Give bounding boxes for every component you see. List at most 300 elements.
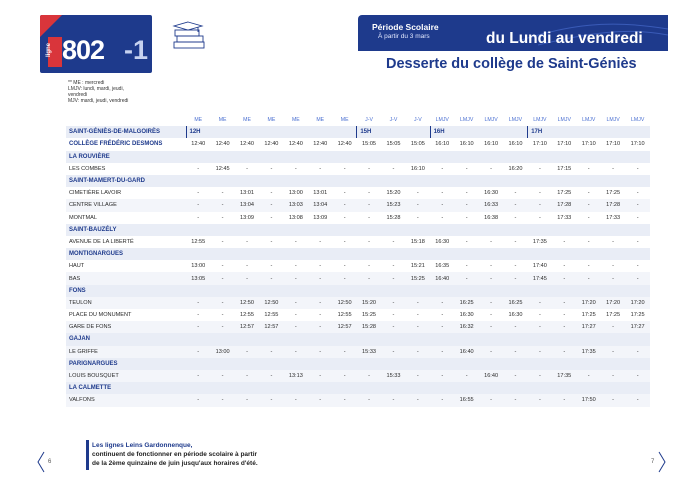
time-cell: 12:57 (259, 321, 283, 333)
day-code: ME (340, 117, 349, 124)
time-cell: 15:28 (357, 321, 381, 333)
time-cell: 16:40 (430, 272, 454, 284)
time-cell: - (430, 199, 454, 211)
time-cell: 17:25 (606, 190, 621, 197)
time-cell: - (528, 199, 552, 211)
time-cell: - (514, 238, 517, 245)
day-code: J-V (365, 117, 373, 124)
time-cell: 12:55 (240, 312, 255, 319)
empty-cell (381, 248, 405, 260)
stop-row (66, 138, 650, 150)
stop-row (66, 321, 650, 333)
time-cell: - (210, 321, 234, 333)
time-cell: - (503, 272, 527, 284)
empty-cell (259, 285, 283, 297)
empty-cell (235, 151, 259, 163)
time-cell: - (465, 190, 468, 197)
commune-row (66, 285, 650, 297)
empty-cell (259, 248, 283, 260)
time-cell: 13:13 (284, 370, 308, 382)
time-cell: 13:09 (240, 214, 255, 221)
time-cell: - (259, 346, 283, 358)
time-cell: - (625, 394, 650, 406)
stop-row (66, 370, 650, 382)
stop-name: PLACE DU MONUMENT (69, 312, 132, 319)
time-cell: 17:25 (606, 312, 621, 319)
empty-cell (308, 285, 332, 297)
time-cell: - (601, 394, 625, 406)
footer-note (92, 441, 258, 468)
time-cell: - (308, 321, 332, 333)
empty-cell (454, 333, 478, 345)
time-cell: - (259, 394, 283, 406)
time-cell: - (538, 312, 541, 319)
time-cell: 16:32 (454, 321, 478, 333)
empty-cell (430, 333, 454, 345)
time-cell: - (221, 312, 224, 319)
empty-cell (503, 382, 527, 394)
empty-cell (528, 175, 552, 187)
empty-cell (186, 358, 210, 370)
time-cell: 16:33 (479, 199, 503, 211)
time-cell: - (270, 263, 273, 270)
commune-row (66, 248, 650, 260)
stop-name: LOUIS BOUSQUET (66, 370, 186, 382)
empty-cell (284, 248, 308, 260)
empty-cell (454, 224, 478, 236)
hour-marker: 12H (186, 126, 210, 138)
empty-cell (186, 248, 210, 260)
commune-row (66, 224, 650, 236)
empty-cell (332, 175, 356, 187)
empty-cell (577, 382, 601, 394)
time-cell: - (332, 199, 356, 211)
day-code: LMJV (484, 117, 498, 124)
time-cell: - (368, 238, 370, 245)
empty-cell (528, 358, 552, 370)
empty-cell (259, 382, 283, 394)
time-cell: - (381, 394, 405, 406)
empty-cell (381, 151, 405, 163)
time-cell: - (221, 214, 224, 221)
empty-cell (259, 126, 283, 138)
time-cell: - (416, 214, 419, 221)
empty-cell (235, 333, 259, 345)
stop-name: VALFONS (66, 394, 186, 406)
empty-cell (552, 151, 576, 163)
time-cell: 13:00 (191, 263, 206, 270)
time-cell: - (357, 199, 381, 211)
empty-cell (357, 175, 381, 187)
page-number-right: 7 (651, 459, 655, 465)
time-cell: 17:20 (577, 297, 601, 309)
time-cell: - (563, 312, 566, 319)
empty-cell (454, 126, 478, 138)
since-label: À partir du 3 mars (378, 33, 430, 40)
empty-cell (503, 358, 527, 370)
time-cell: - (514, 263, 517, 270)
empty-cell (577, 175, 601, 187)
time-cell: 12:50 (332, 297, 356, 309)
empty-cell (332, 333, 356, 345)
time-cell: 16:20 (508, 165, 523, 172)
empty-cell (357, 333, 381, 345)
time-cell: - (392, 263, 395, 270)
time-cell: - (490, 312, 493, 319)
empty-cell (332, 285, 356, 297)
time-cell: - (235, 346, 259, 358)
time-cell: 17:35 (552, 370, 576, 382)
empty-cell (235, 382, 259, 394)
time-cell: 15:28 (386, 214, 401, 221)
empty-cell (308, 333, 332, 345)
time-cell: 15:05 (386, 141, 401, 148)
time-cell: 15:05 (410, 141, 425, 148)
time-cell: - (503, 346, 527, 358)
time-cell: - (246, 238, 248, 245)
time-cell: - (538, 190, 541, 197)
empty-cell (577, 126, 601, 138)
time-cell: - (441, 312, 444, 319)
time-cell: 15:20 (386, 190, 401, 197)
legend-line: MJV: mardi, jeudi, vendredi (68, 98, 129, 104)
empty-cell (503, 248, 527, 260)
time-cell: 16:10 (435, 141, 450, 148)
empty-cell (430, 151, 454, 163)
time-cell: 16:40 (454, 346, 478, 358)
empty-cell (430, 285, 454, 297)
empty-cell (625, 126, 650, 138)
time-cell: - (308, 394, 332, 406)
time-cell: 16:40 (479, 370, 503, 382)
day-code: LMJV (606, 117, 620, 124)
empty-cell (601, 175, 625, 187)
time-cell: - (235, 370, 259, 382)
time-cell: - (186, 199, 210, 211)
empty-cell (284, 358, 308, 370)
empty-cell (332, 382, 356, 394)
time-cell: - (625, 370, 650, 382)
empty-cell (552, 285, 576, 297)
empty-cell (552, 175, 576, 187)
empty-cell (381, 358, 405, 370)
day-code: LMJV (631, 117, 645, 124)
time-cell: - (479, 321, 503, 333)
chevron-left-icon (36, 451, 46, 473)
empty-cell (332, 358, 356, 370)
time-cell: - (270, 238, 273, 245)
stop-name: AVENUE DE LA LIBERTÉ (69, 238, 134, 245)
time-cell: - (538, 214, 541, 221)
empty-cell (601, 285, 625, 297)
time-cell: 16:10 (410, 165, 425, 172)
time-cell: 12:57 (235, 321, 259, 333)
time-cell: 13:03 (284, 199, 308, 211)
time-cell: - (538, 165, 541, 172)
time-cell: - (294, 238, 297, 245)
time-cell: 13:01 (313, 190, 328, 197)
time-cell: - (465, 214, 468, 221)
stop-name: BAS (66, 272, 186, 284)
empty-cell (210, 382, 234, 394)
empty-cell (577, 333, 601, 345)
time-cell: - (625, 199, 650, 211)
time-cell: 17:28 (552, 199, 576, 211)
time-cell: - (552, 346, 576, 358)
empty-cell (479, 382, 503, 394)
legend (68, 80, 138, 104)
commune-label: SAINT-BAUZÉLY (66, 224, 186, 236)
empty-cell (601, 358, 625, 370)
time-cell: - (601, 272, 625, 284)
time-cell: - (406, 346, 430, 358)
empty-cell (625, 333, 650, 345)
empty-cell (528, 333, 552, 345)
empty-cell (186, 285, 210, 297)
empty-cell (210, 175, 234, 187)
time-cell: - (270, 165, 273, 172)
empty-cell (601, 151, 625, 163)
time-cell: 13:04 (235, 199, 259, 211)
day-code: ME (316, 117, 325, 124)
empty-cell (479, 358, 503, 370)
stop-row (66, 163, 650, 175)
empty-cell (186, 175, 210, 187)
day-code: J-V (413, 117, 422, 124)
empty-cell (552, 126, 576, 138)
time-cell: 16:30 (508, 312, 523, 319)
empty-cell (503, 333, 527, 345)
time-cell: - (612, 263, 615, 270)
time-cell: - (479, 394, 503, 406)
time-cell: - (465, 238, 468, 245)
time-cell: 17:33 (606, 214, 621, 221)
stop-row (66, 236, 650, 248)
time-cell: - (332, 394, 356, 406)
time-cell: 17:20 (625, 297, 650, 309)
time-cell: 12:40 (337, 141, 352, 148)
empty-cell (284, 285, 308, 297)
commune-label: GAJAN (66, 333, 186, 345)
day-code: ME (194, 117, 203, 124)
time-cell: - (406, 297, 430, 309)
empty-cell (259, 224, 283, 236)
time-cell: - (625, 346, 650, 358)
time-cell: 15:05 (362, 141, 377, 148)
commune-label: MONTIGNARGUES (66, 248, 186, 260)
time-cell: - (308, 272, 332, 284)
empty-cell (308, 248, 332, 260)
time-cell: 16:10 (508, 141, 523, 148)
time-cell: - (319, 312, 322, 319)
time-cell: - (392, 238, 395, 245)
time-cell: - (587, 263, 590, 270)
time-cell: 17:33 (557, 214, 572, 221)
time-cell: 12:50 (259, 297, 283, 309)
time-cell: - (465, 263, 468, 270)
time-cell: - (294, 165, 297, 172)
time-cell: - (514, 214, 517, 221)
empty-cell (625, 285, 650, 297)
empty-cell (357, 248, 381, 260)
time-cell: - (563, 263, 566, 270)
empty-cell (503, 175, 527, 187)
time-cell: - (284, 272, 308, 284)
time-cell: - (343, 165, 346, 172)
empty-cell (210, 126, 234, 138)
empty-cell (625, 382, 650, 394)
time-cell: - (197, 214, 200, 221)
empty-cell (284, 333, 308, 345)
line-suffix: -1 (124, 35, 149, 65)
empty-cell (430, 382, 454, 394)
empty-cell (210, 333, 234, 345)
time-cell: - (246, 263, 248, 270)
stop-row (66, 212, 650, 224)
empty-cell (235, 175, 259, 187)
time-cell: 16:10 (459, 141, 474, 148)
time-cell: - (332, 272, 356, 284)
time-cell: 12:40 (264, 141, 279, 148)
time-cell: - (454, 272, 478, 284)
empty-cell (357, 285, 381, 297)
stop-name: HAUT (69, 263, 85, 270)
time-cell: - (416, 190, 419, 197)
empty-cell (625, 358, 650, 370)
time-cell: - (221, 263, 224, 270)
empty-cell (235, 224, 259, 236)
time-cell: - (368, 165, 370, 172)
time-cell: 13:05 (186, 272, 210, 284)
time-cell: 17:20 (601, 297, 625, 309)
commune-row (66, 151, 650, 163)
time-cell: - (197, 165, 200, 172)
time-cell: 13:00 (210, 346, 234, 358)
time-cell: - (221, 238, 224, 245)
time-cell: - (319, 165, 322, 172)
empty-cell (528, 248, 552, 260)
time-cell: - (406, 199, 430, 211)
empty-cell (430, 175, 454, 187)
stop-row (66, 199, 650, 211)
time-cell: 12:40 (215, 141, 230, 148)
time-cell: - (577, 370, 601, 382)
empty-cell (625, 224, 650, 236)
legend-line: ** ME : mercredi (68, 80, 105, 86)
time-cell: 12:40 (191, 141, 206, 148)
empty-cell (381, 175, 405, 187)
empty-cell (210, 248, 234, 260)
time-cell: - (284, 297, 308, 309)
empty-cell (406, 126, 430, 138)
stop-name: GARE DE FONS (66, 321, 186, 333)
empty-cell (528, 382, 552, 394)
time-cell: - (406, 394, 430, 406)
time-cell: - (528, 297, 552, 309)
empty-cell (552, 224, 576, 236)
commune-row (66, 175, 650, 187)
time-cell: - (186, 297, 210, 309)
commune-label: SAINT-GÉNIÈS-DE-MALGOIRÈS (66, 126, 186, 138)
empty-cell (552, 248, 576, 260)
empty-cell (284, 382, 308, 394)
empty-cell (406, 248, 430, 260)
time-cell: 12:55 (191, 238, 206, 245)
empty-cell (357, 224, 381, 236)
time-cell: - (357, 394, 381, 406)
empty-cell (332, 248, 356, 260)
empty-cell (284, 175, 308, 187)
time-cell: - (308, 346, 332, 358)
time-cell: 17:25 (581, 312, 596, 319)
empty-cell (625, 151, 650, 163)
page-number-left: 6 (48, 459, 52, 465)
time-cell: - (343, 214, 346, 221)
time-cell: - (259, 370, 283, 382)
empty-cell (503, 151, 527, 163)
empty-cell (454, 358, 478, 370)
page-title: Desserte du collège de Saint-Géniès (386, 56, 637, 72)
time-cell: - (343, 190, 346, 197)
empty-cell (406, 175, 430, 187)
time-cell: 16:30 (484, 190, 499, 197)
time-cell: - (210, 272, 234, 284)
empty-cell (430, 248, 454, 260)
time-cell: - (392, 165, 395, 172)
time-cell: 13:08 (288, 214, 303, 221)
time-cell: 12:40 (288, 141, 303, 148)
line-tag (48, 37, 62, 67)
time-cell: 12:57 (332, 321, 356, 333)
footer-line-1: Les lignes Leins Gardonnenque, (92, 442, 193, 449)
time-cell: - (368, 214, 370, 221)
empty-cell (479, 224, 503, 236)
time-cell: - (490, 165, 493, 172)
empty-cell (552, 382, 576, 394)
time-cell: 15:25 (406, 272, 430, 284)
empty-cell (332, 224, 356, 236)
time-cell: - (381, 297, 405, 309)
stop-row (66, 346, 650, 358)
stop-name: TEULON (66, 297, 186, 309)
hour-marker: 15H (357, 126, 381, 138)
day-code: ME (267, 117, 276, 124)
stop-row (66, 260, 650, 272)
empty-cell (235, 285, 259, 297)
time-cell: - (490, 238, 493, 245)
time-cell: - (636, 214, 639, 221)
commune-row (66, 358, 650, 370)
time-cell: - (479, 346, 503, 358)
empty-cell (308, 126, 332, 138)
time-cell: - (479, 297, 503, 309)
time-cell: - (294, 263, 297, 270)
time-cell: - (406, 370, 430, 382)
commune-row (66, 333, 650, 345)
time-cell: - (308, 297, 332, 309)
time-cell: - (368, 190, 370, 197)
empty-cell (577, 285, 601, 297)
time-cell: - (503, 321, 527, 333)
empty-cell (259, 175, 283, 187)
time-cell: 17:25 (557, 190, 572, 197)
empty-cell (479, 175, 503, 187)
time-cell: - (235, 272, 259, 284)
day-code: LMJV (582, 117, 596, 124)
time-cell: - (259, 272, 283, 284)
time-cell: - (406, 321, 430, 333)
day-code: ME (243, 117, 251, 124)
